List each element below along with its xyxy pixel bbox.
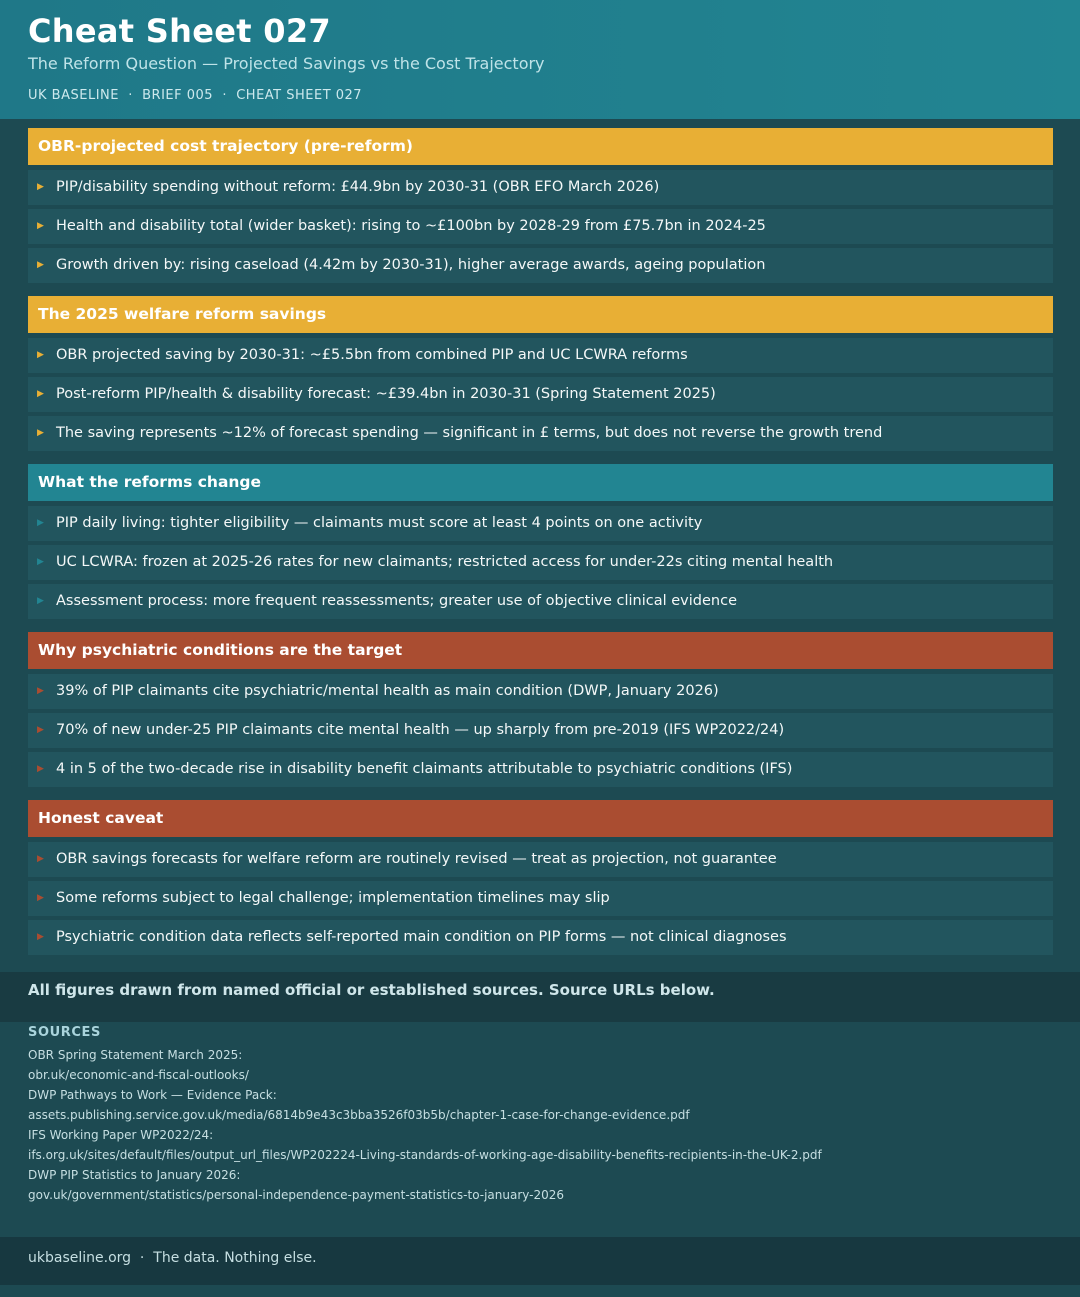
bullet-icon: ▶ xyxy=(37,686,44,696)
list-item-text: Growth driven by: rising caseload (4.42m by 2030-31), higher average awards, ageing population xyxy=(56,257,766,273)
list-item xyxy=(28,416,1053,451)
list-item xyxy=(28,674,1053,709)
list-item xyxy=(28,506,1053,541)
page-title: Cheat Sheet 027 xyxy=(28,12,331,50)
summary-bar xyxy=(0,972,1080,1022)
sources-label: SOURCES xyxy=(28,1025,101,1040)
section-heading: Honest caveat xyxy=(28,800,1053,837)
list-item xyxy=(28,248,1053,283)
sources-list xyxy=(28,1045,1058,1205)
list-item-text: 4 in 5 of the two-decade rise in disability benefit claimants attributable to psychiatric conditions (IFS) xyxy=(56,761,793,777)
section-heading: OBR-projected cost trajectory (pre-reform) xyxy=(28,128,1053,165)
source-url: assets.publishing.service.gov.uk/media/6814b9e43c3bba3526f03b5b/chapter-1-case-for-change-evidence.pdf xyxy=(28,1108,690,1122)
list-item-text: Health and disability total (wider basket): rising to ~£100bn by 2028-29 from £75.7bn in 2024-25 xyxy=(56,218,766,234)
section-heading: Why psychiatric conditions are the target xyxy=(28,632,1053,669)
header xyxy=(0,0,1080,119)
list-item-text: 39% of PIP claimants cite psychiatric/mental health as main condition (DWP, January 2026) xyxy=(56,683,719,699)
source-title: DWP PIP Statistics to January 2026: xyxy=(28,1168,241,1182)
section xyxy=(28,128,1053,283)
source-url: ifs.org.uk/sites/default/files/output_url_files/WP202224-Living-standards-of-working-age-disability-benefits-recipients-in-the-UK-2.pdf xyxy=(28,1148,822,1162)
section-heading: What the reforms change xyxy=(28,464,1053,501)
breadcrumb: UK BASELINE · BRIEF 005 · CHEAT SHEET 027 xyxy=(28,88,363,103)
list-item xyxy=(28,170,1053,205)
bullet-icon: ▶ xyxy=(37,428,44,438)
bullet-icon: ▶ xyxy=(37,182,44,192)
source-title: IFS Working Paper WP2022/24: xyxy=(28,1128,214,1142)
bullet-icon: ▶ xyxy=(37,854,44,864)
list-item xyxy=(28,209,1053,244)
list-item-text: Post-reform PIP/health & disability forecast: ~£39.4bn in 2030-31 (Spring Statement 2025) xyxy=(56,386,716,402)
section xyxy=(28,464,1053,619)
list-item xyxy=(28,752,1053,787)
list-item xyxy=(28,842,1053,877)
list-item xyxy=(28,338,1053,373)
list-item-text: PIP daily living: tighter eligibility — claimants must score at least 4 points on one activity xyxy=(56,515,703,531)
list-item-text: UC LCWRA: frozen at 2025-26 rates for new claimants; restricted access for under-22s citing mental health xyxy=(56,554,834,570)
bullet-icon: ▶ xyxy=(37,518,44,528)
bullet-icon: ▶ xyxy=(37,725,44,735)
bullet-icon: ▶ xyxy=(37,893,44,903)
bullet-icon: ▶ xyxy=(37,350,44,360)
list-item xyxy=(28,713,1053,748)
list-item-text: Psychiatric condition data reflects self-reported main condition on PIP forms — not clinical diagnoses xyxy=(56,929,787,945)
section xyxy=(28,632,1053,787)
section xyxy=(28,800,1053,955)
bullet-icon: ▶ xyxy=(37,932,44,942)
list-item xyxy=(28,881,1053,916)
list-item xyxy=(28,377,1053,412)
source-title: DWP Pathways to Work — Evidence Pack: xyxy=(28,1088,277,1102)
sources-block xyxy=(28,1025,1058,1205)
list-item-text: OBR savings forecasts for welfare reform are routinely revised — treat as projection, not guarantee xyxy=(56,851,777,867)
list-item xyxy=(28,584,1053,619)
list-item-text: Assessment process: more frequent reassessments; greater use of objective clinical evidence xyxy=(56,593,737,609)
sections-container xyxy=(28,128,1053,968)
source-url: gov.uk/government/statistics/personal-independence-payment-statistics-to-january-2026 xyxy=(28,1188,565,1202)
footer xyxy=(0,1237,1080,1285)
footer-text: ukbaseline.org · The data. Nothing else. xyxy=(28,1250,317,1266)
list-item-text: OBR projected saving by 2030-31: ~£5.5bn from combined PIP and UC LCWRA reforms xyxy=(56,347,688,363)
list-item-text: The saving represents ~12% of forecast spending — significant in £ terms, but does not reverse the growth trend xyxy=(56,425,883,441)
bullet-icon: ▶ xyxy=(37,557,44,567)
summary-text: All figures drawn from named official or established sources. Source URLs below. xyxy=(28,981,715,999)
bullet-icon: ▶ xyxy=(37,764,44,774)
bullet-icon: ▶ xyxy=(37,221,44,231)
section-heading: The 2025 welfare reform savings xyxy=(28,296,1053,333)
source-title: OBR Spring Statement March 2025: xyxy=(28,1048,243,1062)
bullet-icon: ▶ xyxy=(37,389,44,399)
bullet-icon: ▶ xyxy=(37,260,44,270)
list-item xyxy=(28,920,1053,955)
source-url: obr.uk/economic-and-fiscal-outlooks/ xyxy=(28,1068,249,1082)
list-item xyxy=(28,545,1053,580)
list-item-text: Some reforms subject to legal challenge; implementation timelines may slip xyxy=(56,890,610,906)
section xyxy=(28,296,1053,451)
page-subtitle: The Reform Question — Projected Savings vs the Cost Trajectory xyxy=(28,54,545,73)
bullet-icon: ▶ xyxy=(37,596,44,606)
list-item-text: 70% of new under-25 PIP claimants cite mental health — up sharply from pre-2019 (IFS WP2022/24) xyxy=(56,722,785,738)
list-item-text: PIP/disability spending without reform: £44.9bn by 2030-31 (OBR EFO March 2026) xyxy=(56,179,660,195)
